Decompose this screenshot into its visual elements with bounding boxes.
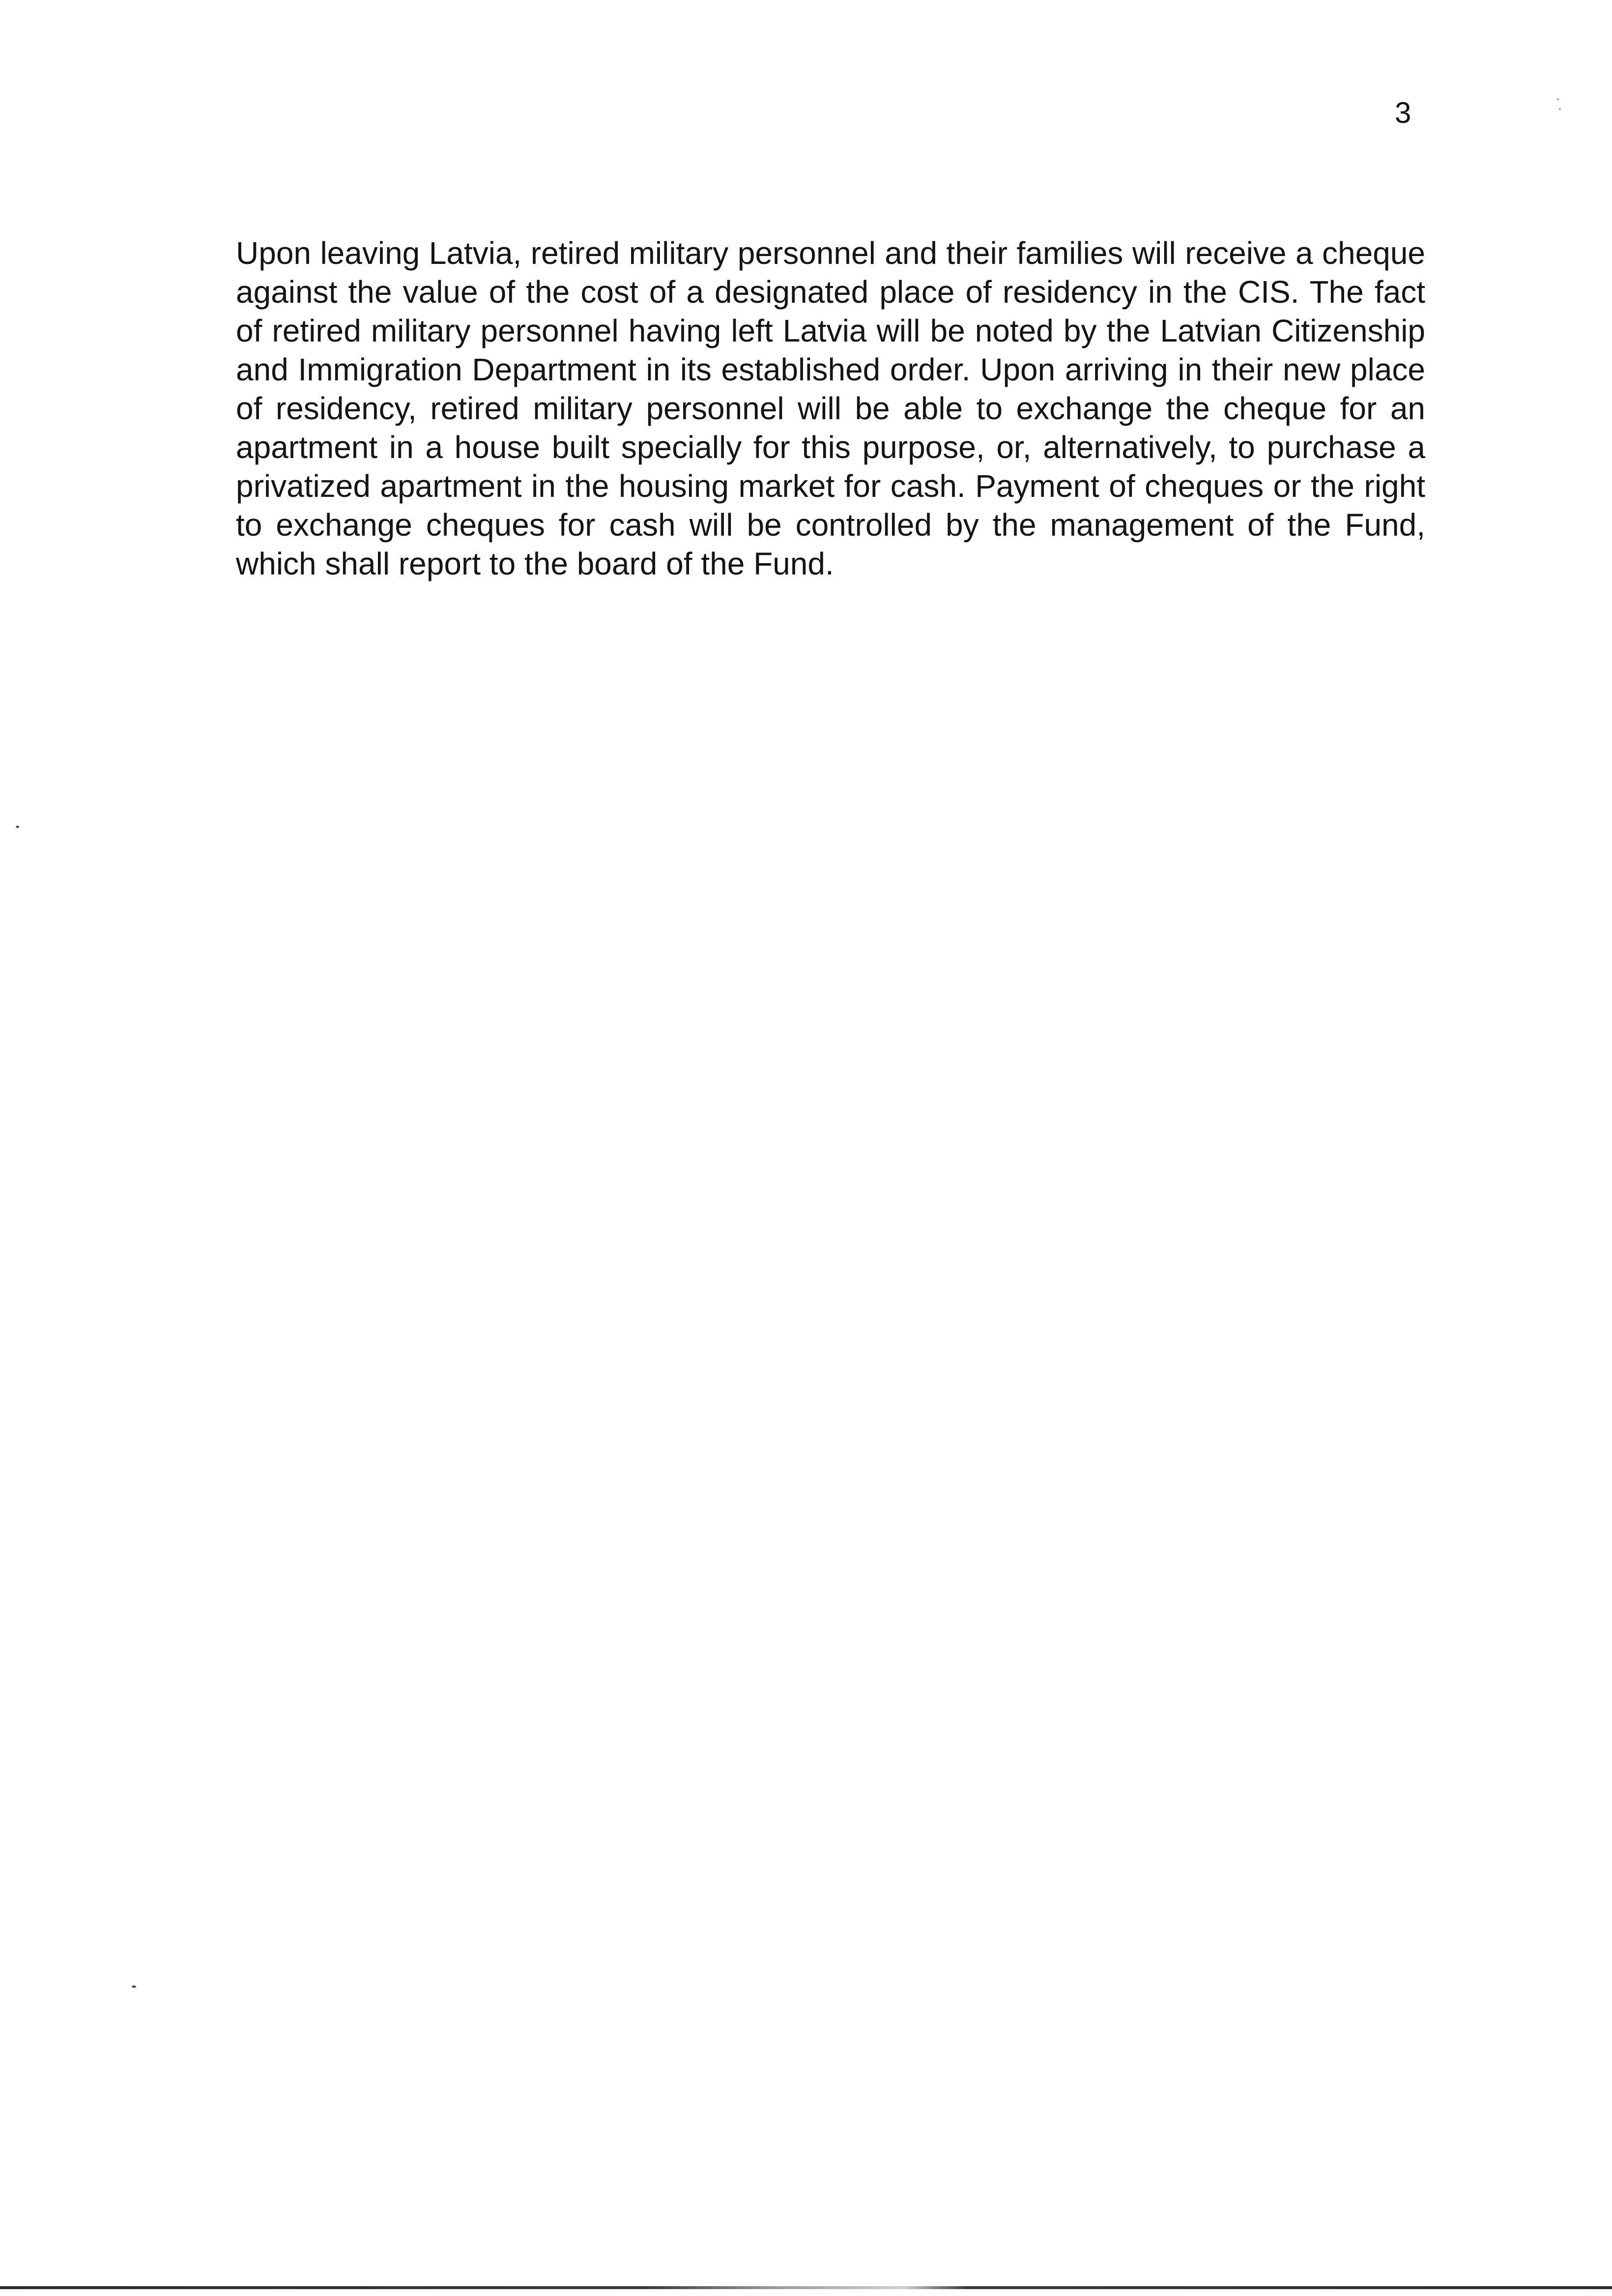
- body-paragraph: Upon leaving Latvia, retired military personnel and their families will receive a cheque against the value of the cost of a designated place of residency in the CIS. The fact of retired military personnel having left Latvia will be noted by the Latvian Citizenship and Immigration Department in its established order. Upon arriving in their new place of residency, retired military personnel will be able to exchange the cheque for an apartment in a house built specially for this purpose, or, alternatively, to purchase a privatized apartment in the housing market for cash. Payment of cheques or the right to exchange cheques for cash will be controlled by the management of the Fund, which shall report to the board of the Fund.: [236, 235, 1425, 581]
- scan-speck: [1559, 108, 1561, 110]
- page-number: 3: [1395, 96, 1411, 129]
- scan-speck: [16, 826, 19, 828]
- scan-speck: [1557, 98, 1559, 100]
- scan-speck: [132, 1985, 136, 1988]
- bottom-rule: [0, 2286, 1612, 2289]
